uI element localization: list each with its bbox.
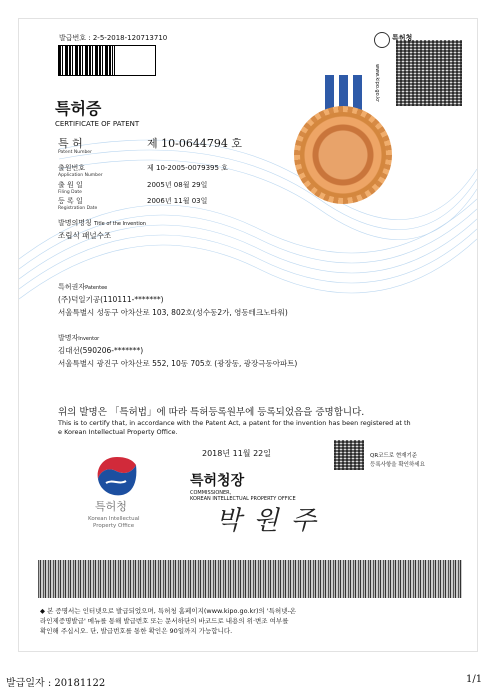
application-number: 제 10-2005-0079395 호 [147, 164, 228, 172]
inventor-address: 서울특별시 광진구 아차산로 552, 10동 705호 (광장동, 광장극동아파트) [58, 359, 298, 368]
registration-label-en: Registration Date [58, 206, 98, 211]
seal-emblem-icon [300, 112, 386, 198]
kipo-logo-en-1: Korean Intellectual [88, 516, 140, 522]
commissioner-title-ko: 특허청장 [190, 473, 245, 489]
kipo-logo-icon [92, 455, 142, 497]
patentee-address: 서울특별시 성동구 아차산로 103, 802호(성수동2가, 영동테크노타워) [58, 308, 288, 317]
patent-label: 특 허 [58, 137, 83, 150]
qr-note-1: QR코드로 현재기준 [370, 453, 418, 459]
invention-title: 조립식 패널수조 [58, 231, 112, 240]
qr-top-label: 특허청 [392, 34, 413, 42]
filing-label: 출 원 일 [58, 181, 83, 189]
patentee-label-block [58, 282, 107, 292]
document-barcode [58, 45, 156, 76]
inventor-label: 발명자 [58, 334, 79, 342]
patentee-label: 특허권자 [58, 283, 86, 291]
patentee-label-en: Patentee [85, 285, 108, 291]
document-data-barcode [38, 560, 462, 598]
kipo-mini-logo-icon [374, 32, 390, 48]
commissioner-signature: 박 원 주 [216, 506, 318, 536]
verification-qr-code [334, 440, 364, 470]
application-label-en: Application Number [58, 173, 103, 178]
issue-date: 2018년 11월 22일 [202, 449, 271, 458]
patentee-name: (주)덕일기공(110111-*******) [58, 295, 164, 304]
certification-statement-en-1: This is to certify that, in accordance with the Patent Act, a patent for the invention has been registered at th [58, 419, 411, 427]
patent-number: 제 10-0644794 호 [147, 137, 242, 150]
certification-statement-en-2: e Korean Intellectual Property Office. [58, 428, 178, 436]
invention-label: 발명의명칭 [58, 219, 92, 227]
notice-line-1: ◆ 본 증명서는 인터넷으로 발급되었으며, 특허청 홈페이지(www.kipo.go.kr)의 '특허넷-온 [40, 607, 297, 615]
invention-title-block [58, 218, 146, 228]
filing-date: 2005년 08월 29일 [147, 181, 208, 189]
top-qr-code [396, 40, 462, 106]
application-label: 출원번호 [58, 164, 86, 172]
title-en: CERTIFICATE OF PATENT [55, 120, 140, 128]
inventor-label-block [58, 333, 99, 343]
commissioner-title-en-2: KOREAN INTELLECTUAL PROPERTY OFFICE [190, 496, 296, 502]
filing-label-en: Filing Date [58, 190, 82, 195]
registration-date: 2006년 11월 03일 [147, 197, 208, 205]
notice-line-3: 확인해 주십시오. 단, 발급번호를 통한 확인은 90일까지 가능합니다. [40, 627, 233, 635]
certification-statement-ko: 위의 발명은 「특허법」에 따라 특허등록원부에 등록되었음을 증명합니다. [58, 407, 365, 418]
title-ko: 특허증 [55, 99, 102, 118]
qr-note-2: 등록사항을 확인하세요 [370, 462, 425, 468]
invention-label-en: Title of the Invention [94, 221, 146, 227]
commissioner-title-en-1: COMMISSIONER, [190, 490, 232, 496]
footer-issue-date: 발급일자 : 20181122 [6, 678, 106, 689]
kipo-logo-ko: 특허청 [95, 500, 127, 513]
patent-label-en: Patent Number [58, 150, 92, 155]
inventor-name: 김대선(590206-*******) [58, 346, 144, 355]
inventor-label-en: Inventor [78, 336, 100, 342]
qr-side-label: www.kipo.go.kr [374, 64, 380, 103]
registration-label: 등 록 일 [58, 197, 83, 205]
footer-page-number: 1/1 [466, 674, 483, 685]
kipo-logo-en-2: Property Office [93, 523, 135, 529]
notice-line-2: 라인제증명발급' 메뉴를 통해 발급번호 또는 문서하단의 바코드로 내용의 위·변조 여부를 [40, 617, 289, 625]
issue-number: 발급번호 : 2-5-2018-120713710 [59, 34, 168, 42]
